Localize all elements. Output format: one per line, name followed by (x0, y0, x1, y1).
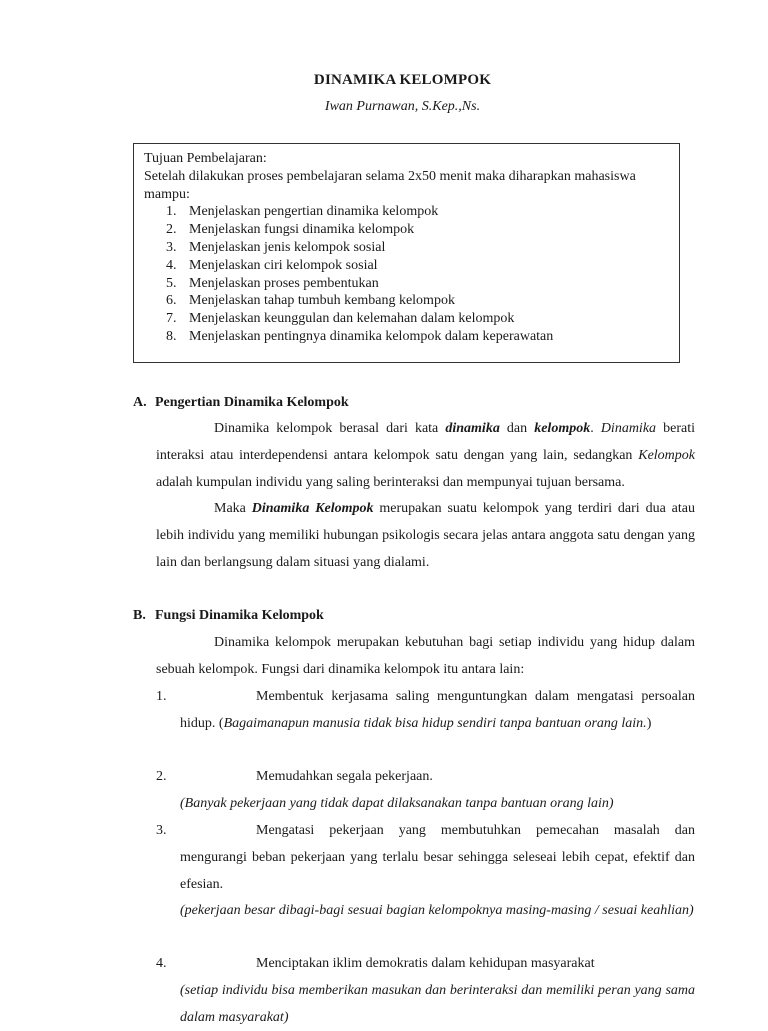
objective-number: 4. (166, 257, 177, 273)
item-number: 1. (156, 689, 167, 704)
item-note (180, 978, 695, 1031)
objective-item (144, 221, 679, 239)
learning-objectives-box (133, 143, 680, 363)
objective-text: Menjelaskan tahap tumbuh kembang kelompok (189, 293, 455, 309)
document-author: Iwan Purnawan, S.Kep.,Ns. (324, 99, 481, 114)
text-run: . (590, 421, 601, 436)
bold-italic-term: kelompok (534, 421, 591, 436)
section-a-body (156, 416, 695, 577)
item-text: Mengatasi pekerjaan yang membutuhkan pemecahan masalah dan mengurangi beban pekerjaan yang terlalu besar sehingga seleseai lebih cepat, efektif dan efesian. (180, 823, 695, 892)
function-item (156, 818, 695, 925)
section-letter: B. (133, 608, 146, 623)
section-b-heading (133, 608, 324, 624)
item-text (180, 684, 695, 738)
objective-number: 1. (166, 204, 177, 220)
bold-italic-term: dinamika (445, 421, 500, 436)
objective-number: 8. (166, 328, 177, 344)
text-run: dan (499, 421, 535, 436)
objectives-list (144, 203, 679, 345)
item-note (180, 791, 695, 818)
section-title: Fungsi Dinamika Kelompok (155, 608, 324, 623)
item-note: Bagaimanapun manusia tidak bisa hidup sendiri tanpa bantuan orang lain. (223, 715, 647, 731)
objective-number: 5. (166, 275, 177, 291)
function-item (156, 764, 695, 818)
paragraph (156, 496, 695, 576)
item-text: Menciptakan iklim demokratis dalam kehidupan masyarakat (256, 956, 595, 971)
function-item (156, 684, 695, 738)
paragraph (156, 416, 695, 496)
objective-item (144, 310, 679, 328)
objective-number: 3. (166, 239, 177, 255)
objective-text: Menjelaskan pengertian dinamika kelompok (189, 204, 439, 220)
item-number: 4. (156, 956, 167, 971)
text-run: berati interaksi atau interdependensi antara kelompok satu dengan yang lain, sedangkan (156, 421, 695, 463)
section-a-heading (133, 395, 349, 411)
objective-item (144, 328, 679, 346)
objective-text: Menjelaskan jenis kelompok sosial (189, 239, 386, 255)
note-text: (setiap individu bisa memberikan masukan dan berinteraksi dan memiliki peran yang sama dalam masyarakat) (180, 982, 695, 1025)
function-item (156, 951, 695, 1031)
objective-text: Menjelaskan pentingnya dinamika kelompok dalam keperawatan (189, 328, 554, 344)
item-text: Memudahkan segala pekerjaan. (256, 769, 433, 784)
text-run: Dinamika kelompok berasal dari kata (214, 421, 446, 436)
text-run: Membentuk kerjasama saling menguntungkan dalam mengatasi persoalan hidup. ( (180, 689, 695, 731)
objective-item (144, 257, 679, 275)
section-letter: A. (133, 395, 147, 410)
objectives-intro: Setelah dilakukan proses pembelajaran selama 2x50 menit maka diharapkan mahasiswa mampu: (144, 168, 636, 202)
document-title: DINAMIKA KELOMPOK (313, 72, 492, 88)
section-b-intro (156, 630, 695, 684)
text-run: ) (646, 715, 652, 731)
objective-item (144, 239, 679, 257)
objective-item (144, 275, 679, 293)
text-run: Maka (214, 501, 252, 517)
objective-number: 7. (166, 311, 177, 327)
objective-item (144, 292, 679, 310)
objective-number: 6. (166, 293, 177, 309)
item-note (180, 898, 695, 925)
objective-text: Menjelaskan proses pembentukan (189, 275, 379, 291)
item-number: 3. (156, 823, 167, 838)
bold-italic-term: Dinamika Kelompok (251, 501, 374, 517)
text-run: adalah kumpulan individu yang saling berinteraksi dan mempunyai tujuan bersama. (156, 474, 625, 490)
objective-text: Menjelaskan keunggulan dan kelemahan dalam kelompok (189, 311, 515, 327)
objective-text: Menjelaskan ciri kelompok sosial (189, 257, 378, 273)
objective-text: Menjelaskan fungsi dinamika kelompok (189, 222, 415, 238)
item-number: 2. (156, 769, 167, 784)
paragraph: Dinamika kelompok merupakan kebutuhan bagi setiap individu yang hidup dalam sebuah kelompok. Fungsi dari dinamika kelompok itu antara lain: (156, 635, 695, 677)
note-text: (pekerjaan besar dibagi-bagi sesuai bagian kelompoknya masing-masing / sesuai keahlian) (180, 903, 694, 919)
italic-term: Dinamika (600, 421, 657, 436)
objective-number: 2. (166, 222, 177, 238)
italic-term: Kelompok (638, 447, 695, 463)
section-title: Pengertian Dinamika Kelompok (155, 395, 349, 410)
objectives-heading: Tujuan Pembelajaran: (144, 151, 267, 166)
objective-item (144, 203, 679, 221)
note-text: (Banyak pekerjaan yang tidak dapat dilaksanakan tanpa bantuan orang lain) (180, 795, 614, 811)
text-run: merupakan suatu kelompok yang terdiri dari dua atau lebih individu yang memiliki hubungan psikologis secara jelas antara anggota satu dengan yang lain dan berlangsung dalam situasi yang dialami. (156, 501, 695, 570)
